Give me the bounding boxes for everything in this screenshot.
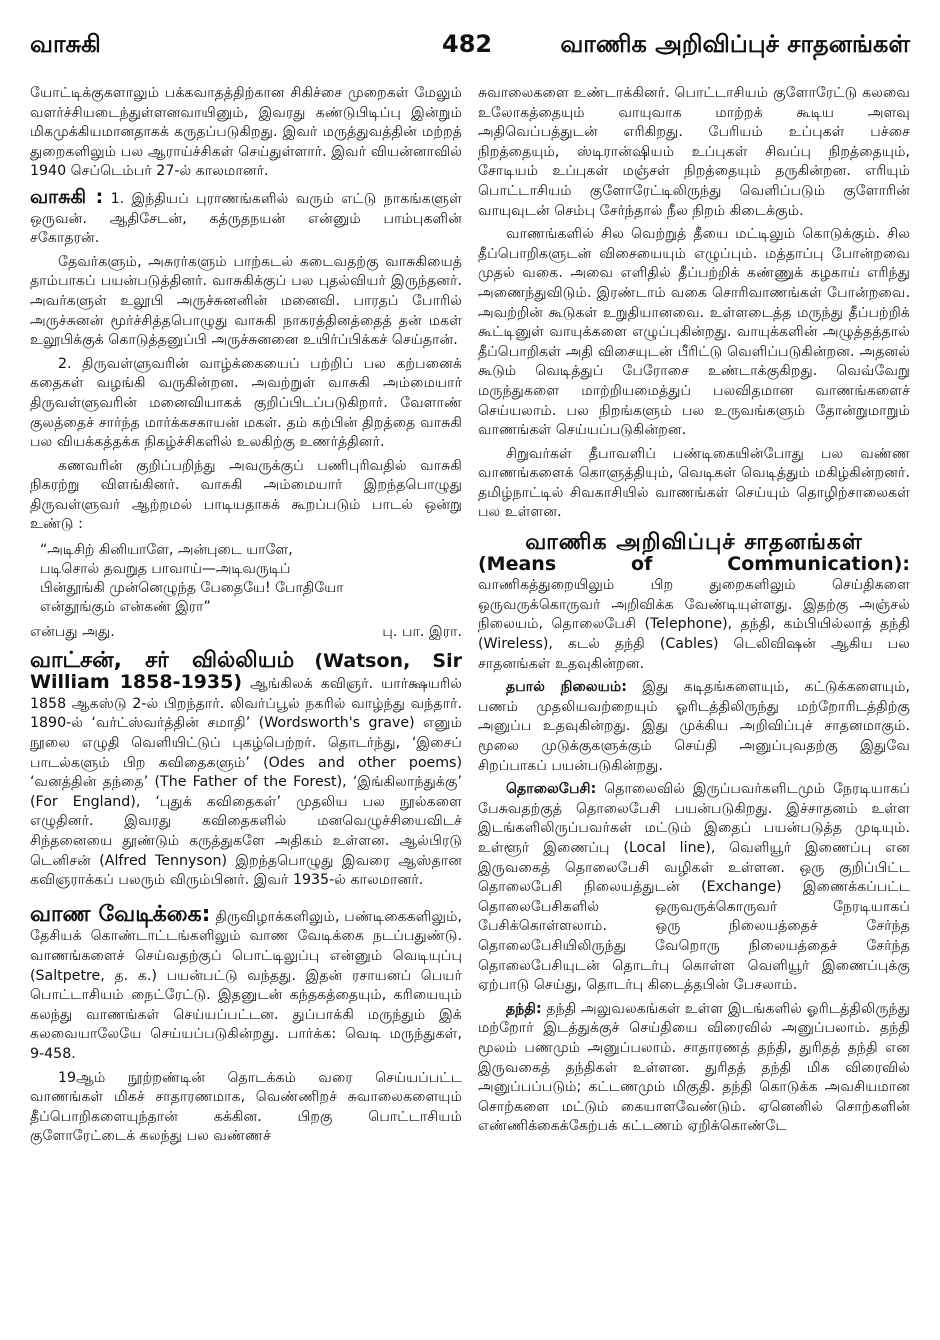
signature-row [30, 623, 462, 643]
verse-closing: என்பது அது. [30, 624, 115, 641]
right-column [478, 84, 910, 1141]
paragraph: சுவாலைகளை உண்டாக்கினர். பொட்டாசியம் குளோரேட்டு கலவை உலோகத்தையும் வாயுவாக மாற்றக் கூடிய அளவு அதிவெப்பத்துடன் எரிகிறது. பேரியம் உப்புகள் பச்சை நிறத்தையும், ஸ்டிரான்ஷியம் உப்புகள் சிவப்பு நிறத்தையும், சோடியம் உப்புகள் மஞ்சள் நிறத்தையும் தருகின்றன. எரியும் பொட்டாசியம் குளோரேட்டிலிருந்து வெளிப்படும் குளோரின் வாயுவுடன் செம்பு சேர்ந்தால் நீல நிறம் கிடைக்கும். [478, 85, 910, 219]
paragraph: கணவரின் குறிப்பறிந்து அவருக்குப் பணிபுரிவதில் வாசுகி நிகரற்று விளங்கினர். வாசுகி அம்மையார் இறந்தபொழுது திருவள்ளுவர் ஆற்றமல் பாடியதாகக் கூறப்படும் பாடல் ஒன்று உண்டு : [30, 457, 462, 533]
headword-watson: வாட்சன், சர் வில்லியம் [30, 647, 295, 673]
entry-vasuki [30, 185, 463, 249]
verse-line: படிசொல் தவறுத பாவாய்—அடிவருடிப் [40, 561, 291, 578]
paragraph: வாணிகத்துறையிலும் பிற துறைகளிலும் செய்திகளை ஒருவருக்கொருவர் அறிவிக்க வேண்டியுள்ளது. இதற்கு அஞ்சல் நிலையம், தொலைபேசி (Telephone), தந்தி, கம்பியில்லாத் தந்தி (Wireless), கடல் தந்தி (Cables) டெலிவிஷன் ஆகிய பல சாதனங்கள் உதவுகின்றன. [478, 577, 910, 672]
verse-line: பின்தூங்கி முன்னெழுந்த பேதையே! போதியோ [40, 580, 344, 597]
paragraph: தேவர்களும், அசுரர்களும் பாற்கடல் கடைவதற்கு வாசுகியைத் தாம்பாகப் பயன்படுத்தினர். வாசுகிக்குப் பல புதல்வியர் இருந்தனர். அவர்களுள் உலூபி அருச்சுனனின் மனைவி. பாரதப் போரில் அருச்சுனன் மூர்ச்சித்தபொழுது வாசுகி நாகரத்தினத்தைத் தன் மகள் உலூபிக்குக் கொடுத்தனுப்பி அருச்சுனனை உயிர்ப்பிக்கச் செய்தான். [30, 253, 462, 349]
running-head-right: வாணிக அறிவிப்புச் சாதனங்கள் [560, 30, 910, 58]
subentry-telephone [478, 780, 910, 996]
subentry-post-office [478, 678, 910, 776]
paragraph: திருவிழாக்களிலும், பண்டிகைகளிலும், தேசியக் கொண்டாட்டங்களிலும் வாண வேடிக்கை நடப்பதுண்டு. வாணங்களைச் செய்வதற்குப் பொட்டிலுப்பு என்னும் வெடியுப்பு (Saltpetre, த. க.) பயன்பட்டு வந்தது. இதன் ரசாயனப் பெயர் பொட்டாசியம் நைட்ரேட்டு. இதனுடன் கந்தகத்தையும், கரியையும் கலந்து வாணங்கள் செய்யப்பட்டன. துப்பாக்கி மருந்தும் இக் கலவையாலேயே செய்யப்படுகின்றது. பார்க்க: வெடி மருந்துகள், 9-458. [30, 908, 462, 1062]
subheading-post-office: தபால் நிலையம்: [506, 679, 627, 696]
paragraph: இது கடிதங்களையும், கட்டுக்களையும், பணம் முதலியவற்றையும் ஓரிடத்திலிருந்து மற்றோரிடத்திற்கு அனுப்ப உதவுகின்றது. இது முக்கிய அறிவிப்புச் சாதனமாகும். மூலை முடுக்குகளுக்கும் செய்தி அனுப்புவதற்கு இதுவே சிறப்பாகப் பயன்படுகின்றது. [478, 679, 911, 774]
subheading-telephone: தொலைபேசி: [506, 781, 597, 798]
paragraph: தந்தி அலுவலகங்கள் உள்ள இடங்களில் ஓரிடத்திலிருந்து மற்றோர் இடத்துக்குச் செய்தியை விரைவில் அனுப்பலாம். தந்தி மூலம் பணமும் அனுப்பலாம். சாதாரணத் தந்தி, துரிதத் தந்தி என இருவகைத் தந்திகள் உள்ளன. துரிதத் தந்தி மிக விரைவில் அனுப்பப்படும்; கட்டணமும் மிகுதி. தந்தி கொடுக்க அவசியமான சொற்களை மட்டும் கையாளவேண்டும். ஏனெனில் சொற்களின் எண்ணிக்கைக்கேற்பக் கட்டணம் ஏறிக்கொண்டே [478, 1000, 911, 1135]
page-number: 482 [442, 30, 493, 58]
paragraph: தொலைவில் இருப்பவர்களிடமும் நேரடியாகப் பேசுவதற்குத் தொலைபேசி பயன்படுகிறது. இச்சாதனம் உள்ள இடங்களிலிருப்பவர்கள் மட்டும் இதைப் பயன்படுத்த முடியும். உள்ளூர் இணைப்பு (Local line), வெளியூர் இணைப்பு என இருவகைத் தொலைபேசி வழிகள் உள்ளன. ஒரு குறிப்பிட்ட தொலைபேசி நிலையத்துடன் (Exchange) இணைக்கப்பட்ட தொலைபேசிகளில் ஒருவருக்கொருவர் நேரடியாகப் பேசிக்கொள்ளலாம். ஒரு நிலையத்தைச் சேர்ந்த தொலைபேசியிலிருந்து வேறொரு நிலையத்தைச் சேர்ந்த தொலைபேசியுடன் தொடர்பு கொள்ள வெளியூர் இணைப்புக்கு ஏற்பாடு செய்து, தொடர்பு கிடைத்தபின் பேசலாம். [478, 781, 910, 994]
running-head-left: வாசுகி [30, 30, 101, 58]
paragraph: 2. திருவள்ளுவரின் வாழ்க்கையைப் பற்றிப் பல கற்பனைக் கதைகள் வழங்கி வருகின்றன. அவற்றுள் வாசுகி அம்மையார் திருவள்ளுவரின் மனைவியாகக் குறிப்பிடப்படுகிறார். வேளாண் குலத்தைச் சார்ந்த மார்க்கசகாயன் மகள். தம் கற்பின் திறத்தை வாசுகி பல வியக்கத்தக்க நிகழ்ச்சிகளில் உலகிற்கு உணர்த்தினர். [30, 355, 462, 451]
section-title-english: (Means of Communication): [478, 552, 910, 575]
paragraph: யோட்டிக்குகளாலும் பக்கவாதத்திற்கான சிகிச்சை முறைகள் மேலும் வளர்ச்சியடைந்துள்ளனவாயினும், இவரது கண்டுபிடிப்பு இன்றும் மிகமுக்கியமானதாகக் கருதப்படுகிறது. இவர் மருத்துவத்தின் மற்றத் துறைகளிலும் பல ஆராய்ச்சிகள் செய்துள்ளார். இவர் வியன்னாவில் 1940 செப்டெம்பர் 27-ல் காலமானர். [30, 85, 462, 180]
paragraph: சிறுவர்கள் தீபாவளிப் பண்டிகையின்போது பல வண்ண வாணங்களைக் கொளுத்தியும், வெடிகள் வெடித்தும் மகிழ்கின்றனர். தமிழ்நாட்டில் சிவகாசியில் வாணங்கள் செய்யும் தொழிற்சாலைகள் பல உள்ளன. [478, 445, 910, 521]
verse-line: “அடிசிற் கினியாளே, அன்புடை யாளே, [40, 542, 293, 559]
left-column [30, 84, 462, 1151]
entry-vana-vedikkai [30, 901, 462, 1065]
subheading-telegraph: தந்தி: [506, 1000, 542, 1017]
entry-watson [30, 647, 463, 891]
subentry-telegraph [478, 1000, 910, 1137]
paragraph: 1. இந்தியப் புராணங்களில் வரும் எட்டு நாகங்களுள் ஒருவன். ஆதிசேடன், கத்ருதநயன் என்னும் பாம்புகளின் சகோதரன். [30, 190, 463, 247]
headword-vasuki: வாசுகி : [30, 185, 104, 208]
headword-vana-vedikkai: வாண வேடிக்கை: [30, 901, 211, 927]
headword-watson-english: (Watson, Sir William 1858-1935) [30, 649, 462, 694]
paragraph: ஆங்கிலக் கவிஞர். யார்க்ஷயரில் 1858 ஆகஸ்டு 2-ல் பிறந்தார். லிவர்ப்பூல் நகரில் வாழ்ந்து வந்தார். 1890-ல் ‘வர்ட்ஸ்வர்த்தின் சமாதி’ (Wordsworth's grave) எனும் நூலை எழுதி வெளியிட்டுப் புகழ்பெற்றர். தொடர்ந்து, ‘இசைப் பாடல்களும் பிற கவிதைகளும்’ (Odes and other poems) ‘வனத்தின் தந்தை’ (The Father of the Forest), ‘இங்கிலாந்துக்கு’ (For England), ‘புதுக் கவிதைகள்’ முதலிய பல நூல்களை எழுதினர். இவரது கவிதைகளில் மனவெழுச்சியைவிடச் சிந்தனையை தூண்டும் கருத்துகளே அதிகம் உள்ளன. ஆல்பிரடு டெனிசன் (Alfred Tennyson) இறந்தபொழுது இவரை ஆஸ்தான கவிஞராக்கப் பலரும் விரும்பினர். இவர் 1935-ல் காலமானர். [30, 676, 463, 889]
paragraph: வாணங்களில் சில வெற்றுத் தீயை மட்டிலும் கொடுக்கும். சில தீப்பொறிகளுடன் விசையையும் எழுப்பும். மத்தாப்பு போன்றவை முதல் வகை. அவை எளிதில் தீப்பற்றிக் கண்ணுக் கழகாய் எரிந்து அணைந்துவிடும். இரண்டாம் வகை சொரிவாணங்கள் போன்றவை. அவற்றின் கூடுகள் உறுதியானவை. உள்ளடைத்த மருந்து தீப்பற்றிக் கூட்டினுள் வாயுக்களை எழுப்புகின்றது. வாயுக்களின் அழுத்தத்தால் தீப்பொறிகள் அதி விசையுடன் பீரிட்டு வெளிப்படுகின்றன. அதனல் கூடும் வெடித்துப் பேரோசை உண்டாக்குகிறது. வெவ்வேறு மருந்துகளை மாற்றியமைத்துப் பலவிதமான வாணங்களைச் செய்யலாம். பல நிறங்களும் பல உருவங்களும் தோன்றுமாறும் வாணங்கள் செய்யப்படுகின்றன. [478, 226, 910, 439]
verse-line: என்தூங்கும் என்கண் இரா” [40, 599, 211, 616]
author-signature: பு. பா. இரா. [382, 624, 462, 641]
paragraph: 19ஆம் நூற்றண்டின் தொடக்கம் வரை செய்யப்பட்ட வாணங்கள் மிகச் சாதாரணமாக, வெண்ணிறச் சுவாலைகளையும் தீப்பொறிகளையுந்தான் கக்கின. பிறகு பொட்டாசியம் குளோரேட்டைக் கலந்து பல வண்ணச் [30, 1069, 462, 1145]
section-title: வாணிக அறிவிப்புச் சாதனங்கள் [525, 530, 863, 556]
verse-block [40, 541, 462, 617]
section-intro [478, 552, 910, 675]
page-header [30, 30, 910, 64]
